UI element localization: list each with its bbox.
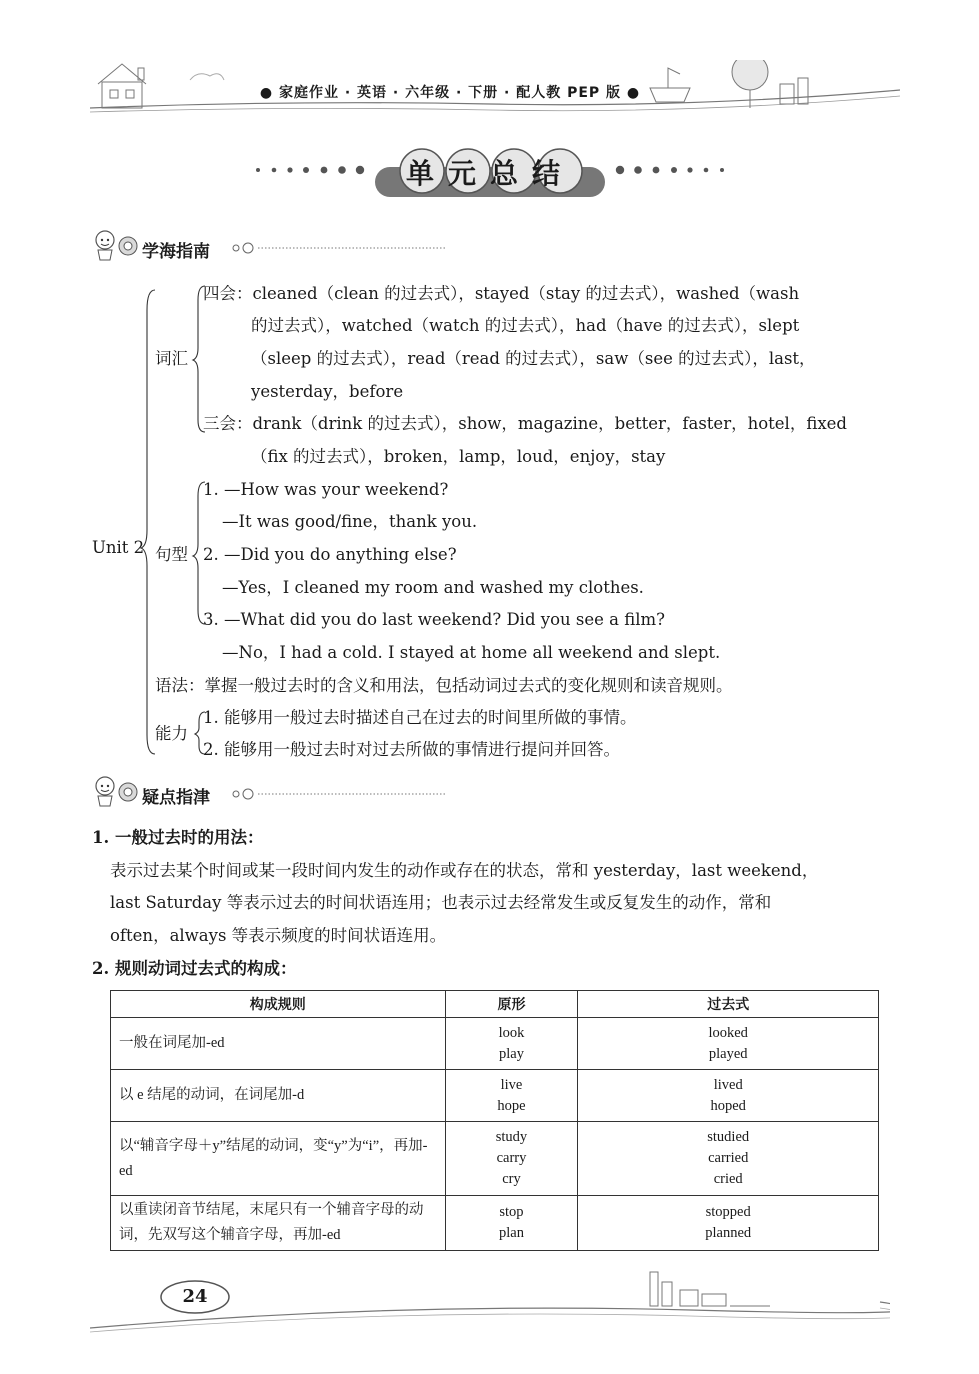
table-header-cell: 构成规则 [111, 991, 446, 1018]
past-cell [578, 1070, 879, 1122]
ability-line: 2. 能够用一般过去时对过去所做的事情进行提问并回答。 [203, 740, 620, 759]
past-word: looked [708, 1024, 748, 1041]
table-header-row [111, 991, 879, 1018]
base-word: carry [496, 1150, 527, 1166]
rule-cell: 一般在词尾加-ed [111, 1018, 446, 1070]
section-title-tips: 疑点指津 [142, 788, 210, 808]
section-heading-guide [90, 234, 450, 264]
base-word: hope [497, 1097, 526, 1114]
base-word: plan [499, 1225, 524, 1241]
sentence-line: 1. —How was your weekend? [203, 480, 449, 499]
sentence-line: —It was good/fine，thank you. [222, 512, 478, 531]
swirl-icon [118, 782, 138, 802]
unit-label: Unit 2 [92, 538, 145, 557]
vocab-line: 的过去式），watched（watch 的过去式），had（have 的过去式），slept [251, 316, 800, 335]
table-row [111, 1018, 879, 1070]
past-word: hoped [710, 1097, 746, 1114]
table-row [111, 1196, 879, 1251]
base-cell [445, 1122, 578, 1196]
sentence-line: —No，I had a cold. I stayed at home all weekend and slept. [222, 643, 721, 662]
cartoon-kid-icon [90, 228, 120, 262]
sentence-line: 2. —Did you do anything else? [203, 545, 457, 564]
ability-line: 1. 能够用一般过去时描述自己在过去的时间里所做的事情。 [203, 708, 637, 727]
section-heading-tips [90, 780, 450, 810]
past-word: studied [707, 1129, 750, 1145]
vocab-line: 三会：drank（drink 的过去式），show，magazine，better，faster，hotel，fixed [203, 414, 847, 433]
grammar-line: 语法：掌握一般过去时的含义和用法，包括动词过去式的变化规则和读音规则。 [155, 676, 733, 695]
page-number: 24 [182, 1286, 208, 1307]
point1-heading: 1. 一般过去时的用法： [92, 828, 264, 847]
base-word: study [495, 1129, 528, 1145]
swirl-icon [118, 236, 138, 256]
past-word: played [708, 1045, 748, 1062]
point1-line: last Saturday 等表示过去的时间状语连用；也表示过去经常发生或反复发生的动作，常和 [110, 893, 772, 912]
cartoon-kid-icon [90, 774, 120, 808]
vocab-line: yesterday，before [251, 382, 404, 401]
base-cell [445, 1196, 578, 1251]
base-word: play [499, 1045, 524, 1062]
past-word: stopped [705, 1204, 751, 1220]
past-tense-rules-table [110, 990, 879, 1251]
base-word: cry [502, 1171, 521, 1187]
base-word: look [498, 1024, 525, 1041]
table-row [111, 1070, 879, 1122]
past-cell [578, 1196, 879, 1251]
past-cell [578, 1018, 879, 1070]
vocab-line: 四会：cleaned（clean 的过去式），stayed（stay 的过去式），washed（wash [203, 284, 800, 303]
past-word: carried [708, 1150, 749, 1166]
base-cell [445, 1018, 578, 1070]
sentence-line: 3. —What did you do last weekend? Did you see a film? [203, 610, 665, 629]
base-word: live [500, 1076, 523, 1093]
dotted-rule [230, 238, 445, 258]
vocab-line: （sleep 的过去式），read（read 的过去式），saw（see 的过去式），last， [251, 349, 816, 368]
sentence-label: 句型 [155, 545, 188, 564]
past-word: planned [705, 1225, 752, 1241]
point1-line: often，always 等表示频度的时间状语连用。 [110, 926, 447, 945]
base-cell [445, 1070, 578, 1122]
past-word: lived [713, 1076, 743, 1093]
dotted-rule [230, 784, 445, 804]
table-header-cell: 原形 [445, 991, 578, 1018]
banner-title: 单元总结 [405, 157, 574, 190]
point1-line: 表示过去某个时间或某一段时间内发生的动作或存在的状态，常和 yesterday，last weekend， [110, 861, 819, 880]
header-title: ● 家庭作业 · 英语 · 六年级 · 下册 · 配人教 PEP 版 ● [259, 85, 641, 101]
ability-label: 能力 [155, 724, 188, 743]
vocab-line: （fix 的过去式），broken，lamp，loud，enjoy，stay [251, 447, 666, 466]
table-row [111, 1122, 879, 1196]
rule-cell: 以重读闭音节结尾，末尾只有一个辅音字母的动词，先双写这个辅音字母，再加-ed [111, 1196, 446, 1251]
past-cell [578, 1122, 879, 1196]
section-title-guide: 学海指南 [142, 242, 210, 262]
past-word: cried [713, 1171, 743, 1187]
sentence-line: —Yes，I cleaned my room and washed my clothes. [222, 578, 644, 597]
vocab-label: 词汇 [155, 349, 188, 368]
point2-heading: 2. 规则动词过去式的构成： [92, 959, 297, 978]
base-word: stop [499, 1204, 524, 1220]
rule-cell: 以 e 结尾的动词，在词尾加-d [111, 1070, 446, 1122]
table-header-cell: 过去式 [578, 991, 879, 1018]
rule-cell: 以“辅音字母＋y”结尾的动词，变“y”为“i”，再加-ed [111, 1122, 446, 1196]
